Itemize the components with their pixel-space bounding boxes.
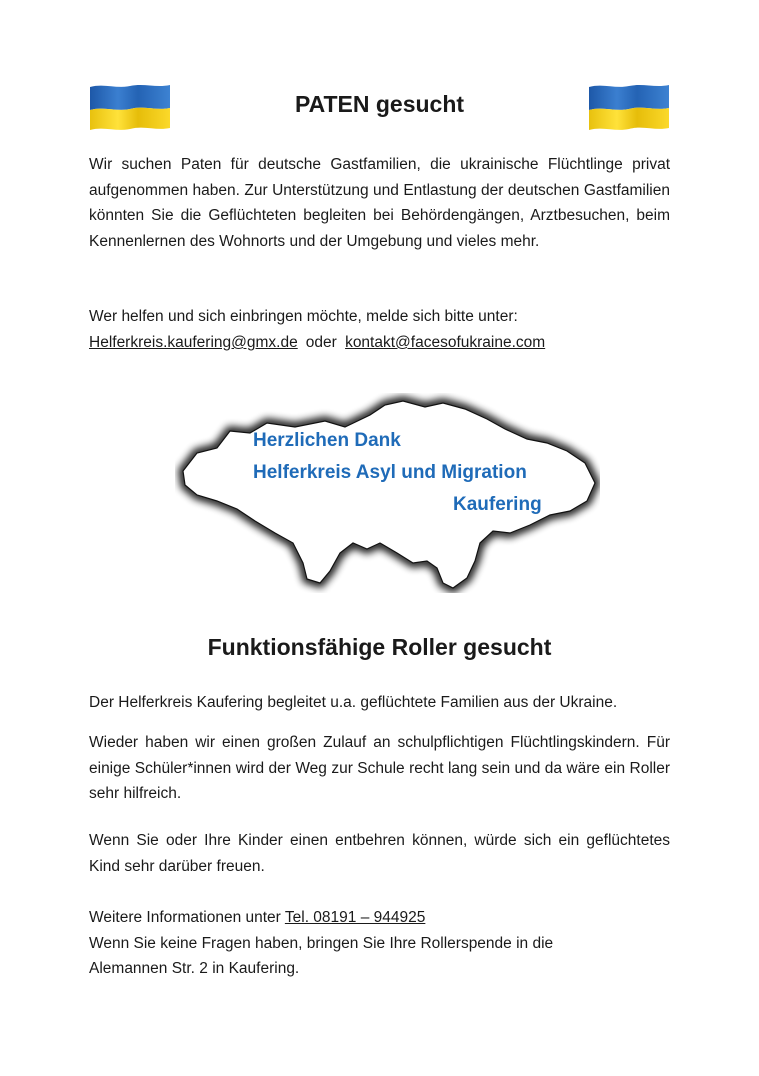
info-line [89,905,670,931]
email-link-helferkreis[interactable]: Helferkreis.kaufering@gmx.de [89,334,298,351]
scooter-need-paragraph: Wieder haben wir einen großen Zulauf an schulpflichtigen Flüchtlingskindern. Für einige Schüler*innen wird der Weg zur Schule recht lang sein und da wäre ein Roller sehr hilfreich. [89,734,670,802]
map-text-location: Kaufering [453,494,542,515]
map-text-thanks: Herzlichen Dank [253,430,401,451]
phone-link[interactable]: Tel. 08191 – 944925 [284,909,426,926]
donation-line-2: Alemannen Str. 2 in Kaufering. [89,960,300,977]
or-text: oder [305,334,337,351]
email-link-facesofukraine[interactable]: kontakt@facesofukraine.com [345,334,546,351]
info-prefix: Weitere Informationen unter [89,909,285,926]
info-block [89,905,670,982]
ukraine-flag-icon [589,83,669,131]
map-text-organization: Helferkreis Asyl und Migration [253,462,527,483]
intro-paragraph: Wir suchen Paten für deutsche Gastfamilien, die ukrainische Flüchtlinge privat aufgenommen haben. Zur Unterstützung und Entlastung der deutschen Gastfamilien könnten Sie die Geflüchteten begleiten bei Behördengängen, Arztbesuchen, beim Kennenlernen des Wohnorts und der Umgebung und vieles mehr. [89,156,670,250]
section-title-scooters: Funktionsfähige Roller gesucht [207,634,552,660]
donation-appeal-paragraph: Wenn Sie oder Ihre Kinder einen entbehren können, würde sich ein geflüchtetes Kind sehr darüber freuen. [89,832,670,875]
contact-line [89,330,545,356]
page-title: PATEN gesucht [294,91,465,117]
helferkreis-paragraph: Der Helferkreis Kaufering begleitet u.a. geflüchtete Familien aus der Ukraine. [89,694,618,711]
donation-line-1: Wenn Sie keine Fragen haben, bringen Sie Ihre Rollerspende in die [89,934,554,952]
contact-prompt: Wer helfen und sich einbringen möchte, melde sich bitte unter: [89,308,518,325]
